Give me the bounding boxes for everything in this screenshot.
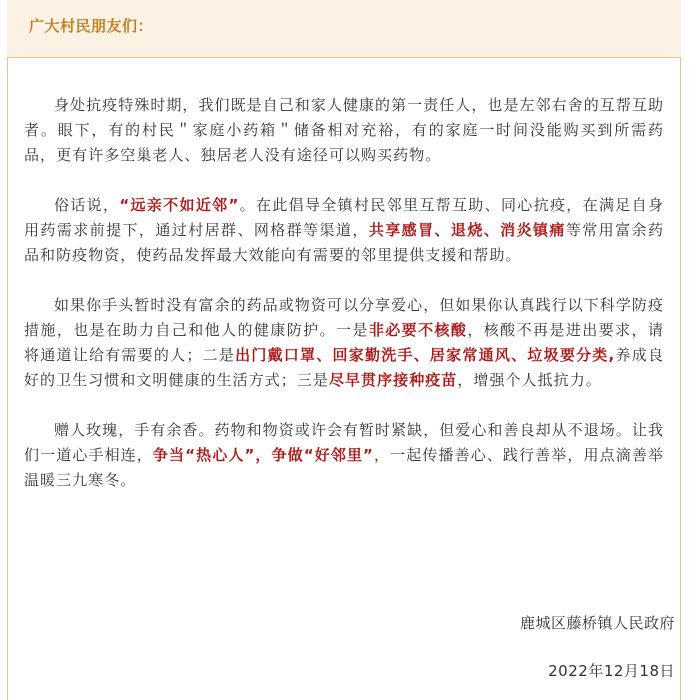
paragraph-2-text-1: 俗话说， [54,196,120,214]
paragraph-2-emphasis-2: 共享感冒、退烧、消炎镇痛 [368,221,566,239]
paragraph-3-emphasis-3: 尽早贯序接种疫苗 [328,371,458,389]
paragraph-1-text-1: 身处抗疫特殊时期，我们既是自己和家人健康的第一责任人，也是左邻右舍的互帮互助者。眼下，有的村民＂家庭小药箱＂储备相对充裕，有的家庭一时间没能购买到所需药品，更有许多空巢老人、独居老人没有途径可以购买药物。 [24,96,664,164]
signature-date: 2022年12月18日 [548,662,675,680]
paragraph-3-emphasis-2: 出门戴口罩、回家勤洗手、居家常通风、垃圾要分类, [235,346,616,364]
paragraph-3-emphasis-1: 非必要不核酸 [368,321,468,339]
header-band [7,0,681,58]
paragraph-2-text-3: 等常用富余药品和防疫物资，使药品发挥最大效能向有需要的邻里提供支援和帮助。 [24,221,664,264]
paragraph-3-text-2: ，核酸不再是进出要求，请将通道让给有需要的人；二是 [24,321,664,364]
paragraph-4-emphasis-1: 争当“热心人”，争做“好邻里” [152,446,374,464]
paragraph-2-emphasis-1: “远亲不如近邻” [119,196,240,214]
paragraph-4 [24,418,664,493]
paragraph-4-text-2: ，一起传播善心、践行善举，用点滴善举温暖三九寒冬。 [24,446,664,489]
paragraph-3-text-1: 如果你手头暂时没有富余的药品或物资可以分享爱心，但如果你认真践行以下科学防疫措施，也是在助力自己和他人的健康防护。一是 [24,296,664,339]
paragraph-2 [24,193,664,268]
paragraph-3 [24,293,664,393]
paragraph-1 [24,93,664,168]
letter-body [24,93,664,518]
greeting-heading: 广大村民朋友们： [29,17,154,35]
paragraph-3-text-4: ，增强个人抵抗力。 [457,371,602,389]
paragraph-4-text-1: 赠人玫瑰，手有余香。药物和物资或许会有暂时紧缺，但爱心和善良却从不退场。让我们一道心手相连， [24,421,664,464]
paragraph-2-text-2: 。在此倡导全镇村民邻里互帮互助、同心抗疫，在满足自身用药需求前提下，通过村居群、网格群等渠道， [24,196,664,239]
signature: 鹿城区藤桥镇人民政府 [519,614,675,632]
paragraph-3-text-3: 养成良好的卫生习惯和文明健康的生活方式；三是 [24,346,665,389]
